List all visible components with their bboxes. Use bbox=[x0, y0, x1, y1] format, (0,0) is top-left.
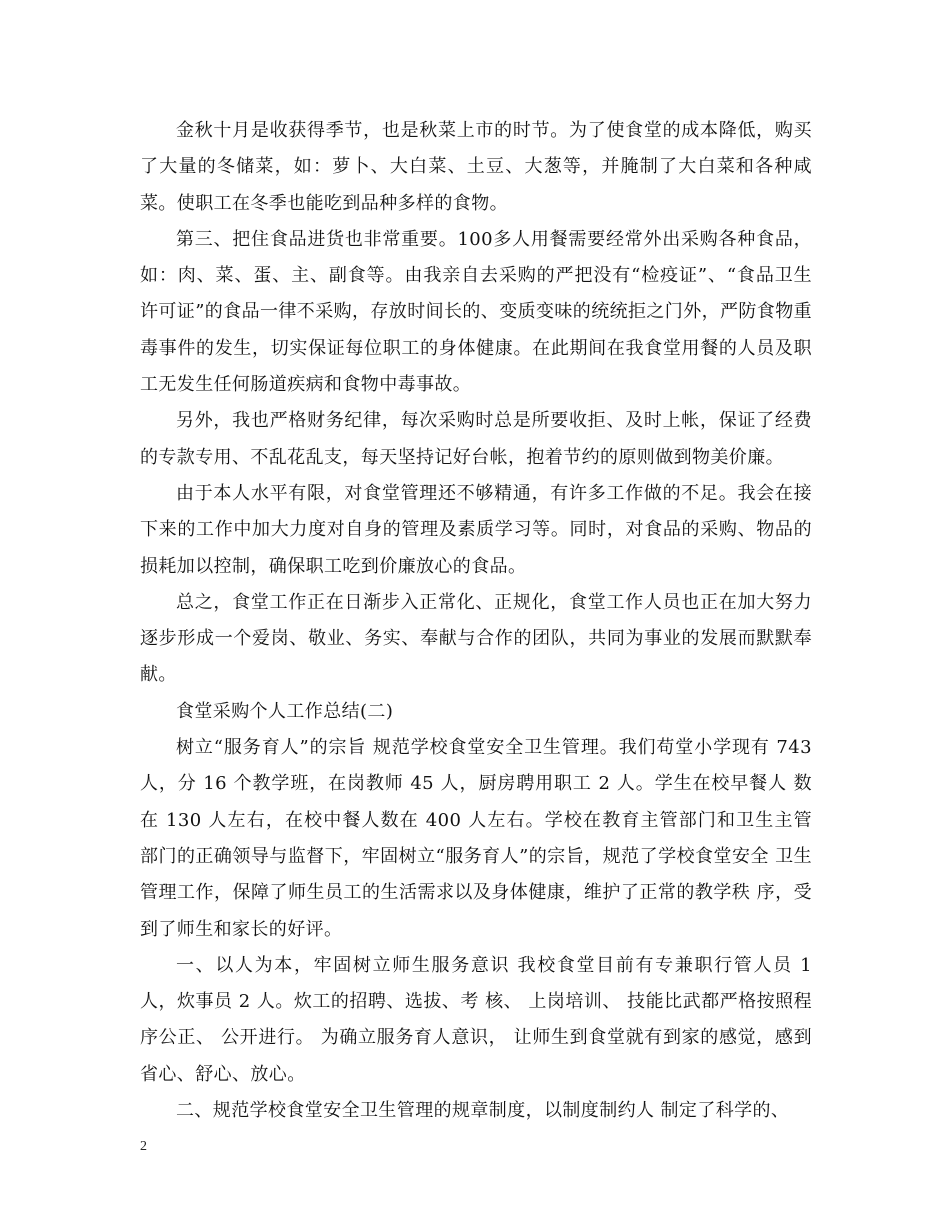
paragraph-shortcomings: 由于本人水平有限，对食堂管理还不够精通，有许多工作做的不足。我会在接下来的工作中加大力度对自身的管理及素质学习等。同时，对食品的采购、物品的损耗加以控制，确保职工吃到价廉放心的食品。 bbox=[140, 482, 812, 577]
paragraph-regulations: 二、规范学校食堂安全卫生管理的规章制度，以制度制约人 制定了科学的、 bbox=[176, 1100, 790, 1122]
paragraph-people-oriented: 一、以人为本，牢固树立师生服务意识 我校食堂目前有专兼职行管人员 1 人，炊事员 2 人。炊工的招聘、选拔、考 核、 上岗培训、 技能比武都严格按照程序公正、 公开进行。 为确立服务育人意识， 让师生到食堂就有到家的感觉，感到省心、舒心、放心。 bbox=[140, 954, 812, 1085]
paragraph-autumn-vegetables: 金秋十月是收获得季节，也是秋菜上市的时节。为了使食堂的成本降低，购买了大量的冬储菜，如：萝卜、大白菜、土豆、大葱等，并腌制了大白菜和各种咸菜。使职工在冬季也能吃到品种多样的食物。 bbox=[140, 120, 812, 214]
paragraph-food-purchasing: 第三、把住食品进货也非常重要。100多人用餐需要经常外出采购各种食品，如：肉、菜、蛋、主、副食等。由我亲自去采购的严把没有“检疫证”、“食品卫生许可证”的食品一律不采购，存放时间长的、变质变味的统统拒之门外，严防食物重毒事件的发生，切实保证每位职工的身体健康。在此期间在我食堂用餐的人员及职工无发生任何肠道疾病和食物中毒事故。 bbox=[140, 228, 812, 396]
paragraph-financial-discipline: 另外，我也严格财务纪律，每次采购时总是所要收拒、及时上帐，保证了经费的专款专用、不乱花乱支，每天坚持记好台帐，抱着节约的原则做到物美价廉。 bbox=[140, 410, 812, 468]
page-number: 2 bbox=[140, 1139, 147, 1154]
document-body bbox=[140, 113, 812, 1129]
paragraph-service-purpose: 树立“服务育人”的宗旨 规范学校食堂安全卫生管理。我们苟堂小学现有 743 人，分 16 个教学班，在岗教师 45 人，厨房聘用职工 2 人。学生在校早餐人 数在 130 人左右，在校中餐人数在 400 人左右。学校在教育主管部门和卫生主管 部门的正确领导与监督下，牢固树立“服务育人”的宗旨，规范了学校食堂安全 卫生管理工作，保障了师生员工的生活需求以及身体健康，维护了正常的教学秩 序，受到了师生和家长的好评。 bbox=[140, 737, 812, 940]
section-heading: 食堂采购个人工作总结(二) bbox=[176, 700, 394, 722]
paragraph-conclusion: 总之，食堂工作正在日渐步入正常化、正规化，食堂工作人员也正在加大努力逐步形成一个爱岗、敬业、务实、奉献与合作的团队，共同为事业的发展而默默奉献。 bbox=[140, 591, 812, 686]
